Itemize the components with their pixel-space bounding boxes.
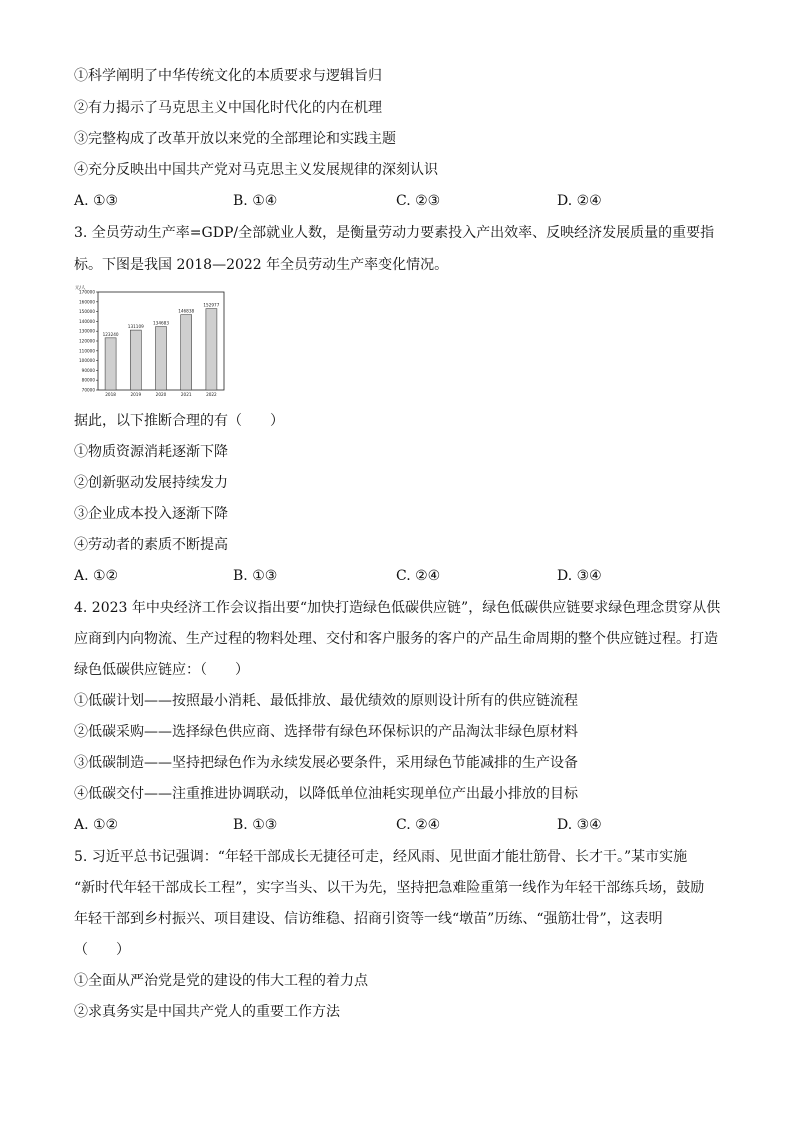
chart-y-tick-label: 80000 bbox=[81, 377, 95, 383]
chart-y-tick-label: 170000 bbox=[79, 289, 95, 295]
chart-y-tick-label: 110000 bbox=[79, 348, 95, 354]
q4-option-a: A. ①② bbox=[74, 817, 119, 833]
q2-option-c: C. ②③ bbox=[396, 193, 441, 209]
q2-item-3: ③完整构成了改革开放以来党的全部理论和实践主题 bbox=[74, 131, 396, 147]
q3-item-1: ①物质资源消耗逐渐下降 bbox=[74, 444, 228, 460]
chart-y-tick-label: 150000 bbox=[79, 309, 95, 315]
chart-bar-2021 bbox=[181, 315, 192, 390]
q4-option-c: C. ②④ bbox=[396, 817, 441, 833]
q4-stem-line-1: 4. 2023 年中央经济工作会议指出要“加快打造绿色低碳供应链”，绿色低碳供应链要求绿色理念贯穿从供 bbox=[74, 600, 721, 616]
q4-item-4: ④低碳交付——注重推进协调联动，以降低单位油耗实现单位产出最小排放的目标 bbox=[74, 786, 578, 802]
q3-option-d: D. ③④ bbox=[557, 568, 602, 584]
chart-bar-value-label: 123240 bbox=[102, 331, 119, 337]
q3-stem-line-2: 标。下图是我国 2018—2022 年全员劳动生产率变化情况。 bbox=[74, 257, 449, 273]
chart-bar-value-label: 131109 bbox=[127, 324, 144, 330]
q2-option-a: A. ①③ bbox=[74, 193, 119, 209]
q4-stem-line-2: 应商到内向物流、生产过程的物料处理、交付和客户服务的客户的产品生命周期的整个供应链过程。打造 bbox=[74, 631, 718, 647]
chart-bar-2018 bbox=[105, 338, 116, 390]
q5-stem-line-2: “新时代年轻干部成长工程”，实字当头、以干为先，坚持把急难险重第一线作为年轻干部练兵场，鼓励 bbox=[74, 880, 705, 896]
chart-y-tick-label: 120000 bbox=[79, 338, 95, 344]
chart-x-ticks bbox=[105, 392, 217, 396]
q5-item-2: ②求真务实是中国共产党人的重要工作方法 bbox=[74, 1004, 340, 1020]
q3-item-4: ④劳动者的素质不断提高 bbox=[74, 537, 228, 553]
chart-x-tick-label: 2020 bbox=[155, 392, 167, 396]
chart-svg bbox=[72, 284, 228, 396]
q2-option-d: D. ②④ bbox=[557, 193, 602, 209]
q3-option-a: A. ①② bbox=[74, 568, 119, 584]
q2-item-4: ④充分反映出中国共产党对马克思主义发展规律的深刻认识 bbox=[74, 162, 438, 178]
chart-bar-2019 bbox=[130, 330, 141, 390]
chart-bar-value-label: 134683 bbox=[153, 320, 169, 326]
q4-option-b: B. ①③ bbox=[233, 817, 278, 833]
chart-x-tick-label: 2022 bbox=[206, 392, 217, 396]
q3-option-b: B. ①③ bbox=[233, 568, 278, 584]
q5-stem-line-3: 年轻干部到乡村振兴、项目建设、信访维稳、招商引资等一线“墩苗”历练、“强筋壮骨”，这表明 bbox=[74, 911, 663, 927]
chart-y-tick-label: 100000 bbox=[79, 358, 95, 364]
q5-item-1: ①全面从严治党是党的建设的伟大工程的着力点 bbox=[74, 973, 368, 989]
q5-stem-line-1: 5. 习近平总书记强调：“年轻干部成长无捷径可走，经风雨、见世面才能壮筋骨、长才干。”某市实施 bbox=[74, 849, 688, 865]
productivity-bar-chart bbox=[72, 284, 228, 396]
q2-item-2: ②有力揭示了马克思主义中国化时代化的内在机理 bbox=[74, 100, 382, 116]
chart-x-tick-label: 2021 bbox=[180, 392, 192, 396]
chart-y-tick-label: 160000 bbox=[79, 299, 95, 305]
chart-y-ticks bbox=[79, 290, 98, 393]
q3-stem-line-1: 3. 全员劳动生产率=GDP/全部就业人数，是衡量劳动力要素投入产出效率、反映经济发展质量的重要指 bbox=[74, 225, 715, 241]
chart-x-tick-label: 2018 bbox=[105, 392, 116, 396]
q5-stem-line-4: （ ） bbox=[74, 942, 130, 958]
chart-y-tick-label: 70000 bbox=[81, 387, 95, 393]
q4-item-1: ①低碳计划——按照最小消耗、最低排放、最优绩效的原则设计所有的供应链流程 bbox=[74, 693, 578, 709]
chart-bar-value-label: 146838 bbox=[178, 308, 195, 314]
chart-y-tick-label: 140000 bbox=[79, 318, 95, 324]
chart-y-axis-label: 元/人 bbox=[75, 286, 86, 291]
q4-item-3: ③低碳制造——坚持把绿色作为永续发展必要条件，采用绿色节能减排的生产设备 bbox=[74, 755, 578, 771]
chart-bar-2020 bbox=[156, 327, 167, 390]
q4-stem-line-3: 绿色低碳供应链应：（ ） bbox=[74, 662, 249, 678]
chart-bar-value-label: 152977 bbox=[203, 302, 220, 308]
q3-item-2: ②创新驱动发展持续发力 bbox=[74, 475, 228, 491]
q4-option-d: D. ③④ bbox=[557, 817, 602, 833]
q3-option-c: C. ②④ bbox=[396, 568, 441, 584]
chart-y-tick-label: 90000 bbox=[81, 367, 95, 373]
chart-x-tick-label: 2019 bbox=[130, 392, 142, 396]
chart-y-tick-label: 130000 bbox=[79, 328, 95, 334]
q2-option-b: B. ①④ bbox=[233, 193, 278, 209]
chart-bar-2022 bbox=[206, 309, 217, 390]
q4-item-2: ②低碳采购——选择绿色供应商、选择带有绿色环保标识的产品淘汰非绿色原材料 bbox=[74, 724, 578, 740]
q3-item-3: ③企业成本投入逐渐下降 bbox=[74, 506, 228, 522]
q2-item-1: ①科学阐明了中华传统文化的本质要求与逻辑旨归 bbox=[74, 68, 382, 84]
q3-question: 据此，以下推断合理的有（ ） bbox=[74, 413, 284, 429]
